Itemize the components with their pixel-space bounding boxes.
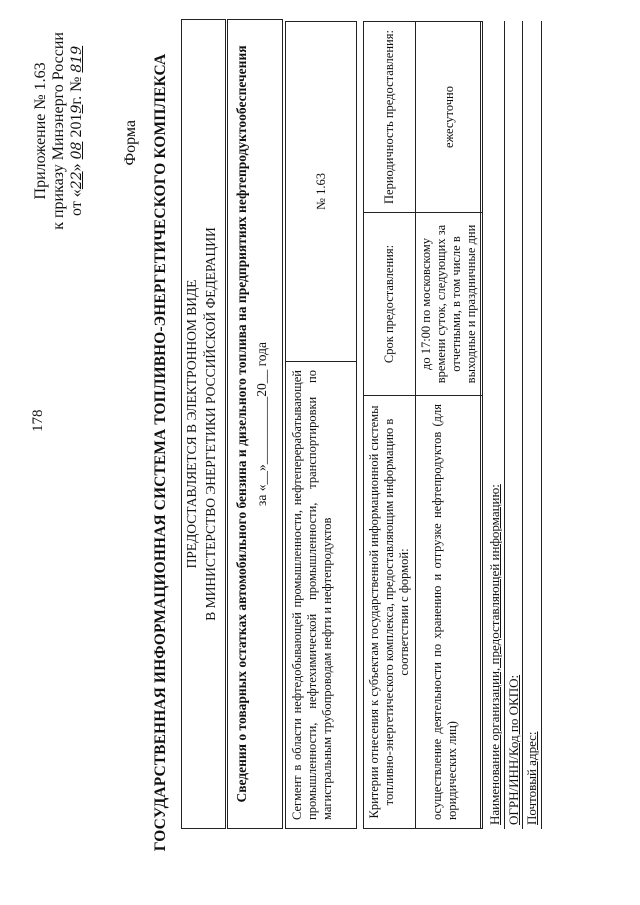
annex-year-suffix: г. №: [68, 76, 85, 105]
annex-line-1: Приложение № 1.63: [32, 62, 49, 200]
annex-year-digit: 9: [69, 104, 85, 114]
criteria-value: осуществление деятельности по хранению и отгрузке нефтепродуктов (для юридических лиц): [416, 396, 483, 829]
report-period: за «__»__________20__ года: [254, 342, 269, 506]
annex-line-2: к приказу Минэнерго России: [50, 32, 67, 230]
report-title: Сведения о товарных остатках автомобильного бензина и дизельного топлива на предприятиях нефтепродуктообеспечения: [234, 45, 249, 803]
org-address-row: [525, 731, 539, 825]
segment-table: [285, 21, 357, 829]
submission-line-1: ПРЕДОСТАВЛЯЕТСЯ В ЭЛЕКТРОННОМ ВИДЕ: [184, 279, 199, 569]
separator-2: [522, 21, 523, 829]
separator-top: [480, 21, 481, 829]
annex-year-prefix: 201: [68, 113, 85, 138]
submission-box: [181, 19, 226, 829]
separator-1: [504, 21, 505, 829]
annex-line-3: [68, 32, 86, 230]
submission-line-2: В МИНИСТЕРСТВО ЭНЕРГЕТИКИ РОССИЙСКОЙ ФЕДЕРАЦИИ: [203, 227, 218, 621]
form-code: № 1.63: [286, 22, 357, 362]
period-header: Периодичность предоставления:: [364, 22, 416, 213]
page-number: 178: [30, 409, 46, 432]
org-ids-label: ОГРН/ИНН/Код по ОКПО:: [506, 674, 521, 825]
forma-label: Форма: [122, 120, 139, 166]
criteria-header: Критерии отнесения к субъектам государственной информационной системы топливно-энергетического комплекса, предоставляющим информацию в соответствии с формой:: [364, 396, 416, 829]
main-title: ГОСУДАРСТВЕННАЯ ИНФОРМАЦИОННАЯ СИСТЕМА ТОПЛИВНО-ЭНЕРГЕТИЧЕСКОГО КОМПЛЕКСА: [152, 53, 169, 852]
org-name-row: [488, 484, 502, 825]
annex-block: [32, 32, 86, 230]
annex-month: 08: [69, 141, 85, 160]
report-title-box: [227, 19, 283, 829]
deadline-value: до 17:00 по московскому времени суток, следующих за отчетными, в том числе в выходные и праздничные дни: [416, 213, 483, 396]
org-address-label: Почтовый адрес:: [524, 731, 539, 825]
org-ids-row: [507, 675, 521, 825]
annex-date-mid: »: [68, 163, 85, 172]
criteria-table: [363, 21, 483, 829]
deadline-header: Срок предоставления:: [364, 213, 416, 396]
separator-bottom: [541, 21, 542, 829]
period-value: ежесуточно: [416, 22, 483, 213]
org-name-label: Наименование организации, предоставляющей информацию:: [487, 484, 502, 825]
segment-description: Сегмент в области нефтедобывающей промышленности, нефтеперерабатывающей промышленности, нефтехимической промышленности, транспортировки по магистральным трубопроводам нефти и нефтепродуктов: [286, 362, 357, 829]
annex-date-prefix: от «: [68, 189, 85, 216]
annex-day: 22: [69, 171, 85, 190]
annex-number: 819: [69, 45, 85, 73]
